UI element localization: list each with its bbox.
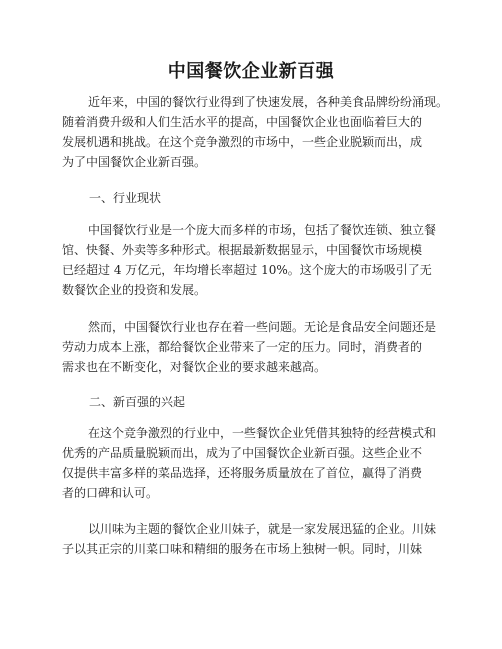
paragraph-line: 仅提供丰富多样的菜品选择，还将服务质量放在了首位，赢得了消费 bbox=[62, 466, 423, 480]
paragraph-line: 然而，中国餐饮行业也存在着一些问题。无论是食品安全问题还是 bbox=[88, 320, 437, 334]
section-heading: 一、行业现状 bbox=[89, 191, 162, 205]
paragraph-line: 馆、快餐、外卖等多种形式。根据最新数据显示，中国餐饮市场规模 bbox=[62, 243, 423, 257]
paragraph-line: 发展机遇和挑战。在这个竞争激烈的市场中，一些企业脱颖而出，成 bbox=[62, 135, 423, 149]
paragraph-line: 子以其正宗的川菜口味和精细的服务在市场上独树一帜。同时，川妹 bbox=[62, 542, 423, 556]
paragraph-rise bbox=[62, 423, 442, 503]
paragraph-line: 优秀的产品质量脱颖而出，成为了中国餐饮企业新百强。这些企业不 bbox=[62, 446, 423, 460]
paragraph-line: 者的口碑和认可。 bbox=[62, 486, 159, 500]
paragraph-chuanmeizi bbox=[62, 519, 442, 559]
paragraph-line: 已经超过 4 万亿元，年均增长率超过 10%。这个庞大的市场吸引了无 bbox=[62, 263, 432, 277]
paragraph-line: 以川味为主题的餐饮企业川妹子，就是一家发展迅猛的企业。川妹 bbox=[88, 522, 437, 536]
paragraph-line: 在这个竞争激烈的行业中，一些餐饮企业凭借其独特的经营模式和 bbox=[88, 426, 437, 440]
paragraph-line: 数餐饮企业的投资和发展。 bbox=[62, 283, 207, 297]
paragraph-line: 需求也在不断变化，对餐饮企业的要求越来越高。 bbox=[62, 360, 327, 374]
paragraph-line: 随着消费升级和人们生活水平的提高，中国餐饮企业也面临着巨大的 bbox=[62, 115, 423, 129]
paragraph-line: 近年来，中国的餐饮行业得到了快速发展，各种美食品牌纷纷涌现。 bbox=[88, 95, 449, 109]
paragraph-intro bbox=[62, 92, 449, 172]
paragraph-problems bbox=[62, 317, 442, 377]
document-title: 中国餐饮企业新百强 bbox=[167, 61, 335, 82]
paragraph-industry-status bbox=[62, 220, 442, 300]
paragraph-line: 为了中国餐饮企业新百强。 bbox=[62, 155, 207, 169]
paragraph-line: 中国餐饮行业是一个庞大而多样的市场，包括了餐饮连锁、独立餐 bbox=[88, 223, 437, 237]
section-heading: 二、新百强的兴起 bbox=[89, 395, 186, 409]
paragraph-line: 劳动力成本上涨，都给餐饮企业带来了一定的压力。同时，消费者的 bbox=[62, 340, 423, 354]
